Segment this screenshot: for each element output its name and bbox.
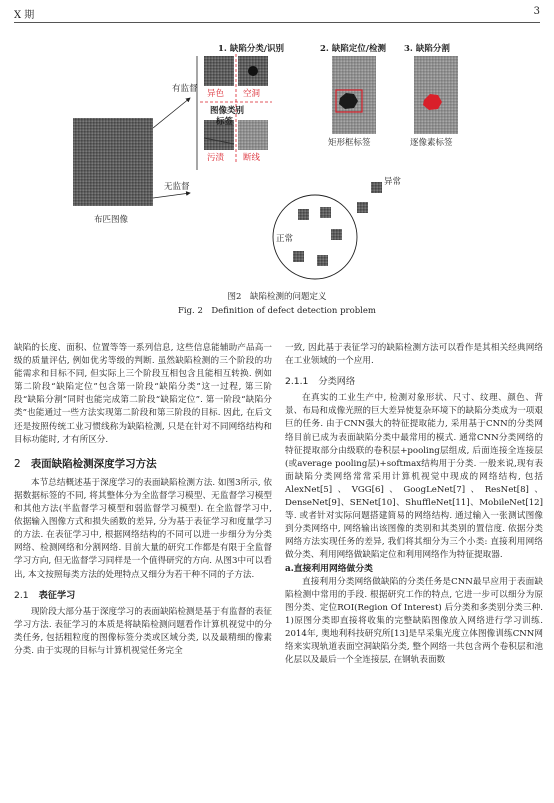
- image-label-caption-line2: 标签: [216, 117, 234, 127]
- grid-cell-abnormal: [204, 56, 234, 86]
- anomaly-label: 异常: [384, 177, 402, 187]
- section-2-1-1-heading: [285, 375, 543, 388]
- right-paragraph-2: 在真实的工业生产中, 检测对象形状、尺寸、纹理、颜色、背景、布局和成像光照的巨大差异使复杂环境下的缺陷分类成为一项艰巨的任务. 由于CNN强大的特征提取能力, 采用基于CNN的分类网络目前已成为表面缺陷分类中最常用的模式. 通常CNN分类网络的特征提取部分由级联的卷积层+pooling层组成, 后面连接全连接层(或average pooling层)+softmax结构用于分类. 一般来说,现有表面缺陷分类网络常常采用计算机视觉中现成的网络结构, 包括AlexNet[5]、VGG[6]、GoogLeNet[7]、ResNet[8]、DenseNet[9]、SENet[10]、ShuffleNet[11]、MobileNet[12] 等. 或者针对实际问题搭建简易的网络结构. 通过输入一张测试图像到分类网络中, 网络输出该图像的类别和其类别的置信度. 依据分类网络方法实现任务的差异, 我们将其细分为三个小类: 直接利用网络做分类、利用网络做缺陷定位和利用网络作为特征提取器.: [285, 393, 543, 561]
- task-classification-title: 1. 缺陷分类/识别: [218, 44, 284, 54]
- hole-defect: [248, 66, 258, 76]
- right-paragraph-3: 直接利用分类网络做缺陷的分类任务是CNN最早应用于表面缺陷检测中常用的手段. 根据研究工作的特点, 它进一步可以细分为原图分类、定位ROI(Region Of Interest) 后分类和多类别分类三种. 1)原图分类即直接将收集的完整缺陷图像放入网络进行学习训练. 2014年, 奥地利科技研究所[13]是早采集光度立体图像训练CNN网络来实现轨道表面空洞缺陷分类, 整个网络一共包含两个卷积层和池化层以及最后一个全连接层, 在钢轨表面数: [285, 576, 543, 666]
- header-page-number: 3: [533, 6, 540, 17]
- left-paragraph-1: 缺陷的长度、面积、位置等等一系列信息, 这些信息能辅助产品高一级的质量评估, 例如优劣等级的判断. 虽然缺陷检测的三个阶段的功能需求和目标不同, 但实际上三个阶段互相包含且能相互转换. 例如第二阶段“缺陷定位”包含第一阶段“缺陷分类”这一过程, 第三阶段“缺陷分割”同时也能完成第二阶段“缺陷定位”. 第一阶段“缺陷分类”也能通过一些方法实现第二阶段和第三阶段的目标. 因此, 在后文还是按照传统工业习惯线称为缺陷检测, 只是在针对不同网络结构和目标功能时, 才有所区分.: [14, 343, 272, 445]
- task-localization-title: 2. 缺陷定位/检测: [320, 44, 386, 54]
- running-header: [14, 6, 540, 20]
- input-image-label: 布匹图像: [94, 215, 129, 225]
- grid-cell-broken: [238, 120, 268, 150]
- figure-caption-en: Fig. 2 Definition of defect detection problem: [178, 306, 376, 316]
- class-label-abnormal: 异色: [207, 89, 225, 99]
- section-2-1-heading: [14, 589, 272, 602]
- supervised-label: 有监督: [172, 84, 198, 94]
- supervised-arrow: [153, 98, 190, 128]
- section-2-1-number: 2.1: [14, 589, 29, 601]
- unsupervised-arrow: [153, 193, 190, 198]
- section-2-number: 2: [14, 457, 21, 470]
- header-issue: X 期: [14, 10, 35, 21]
- pixel-label-caption: 逐像素标签: [410, 138, 453, 148]
- anomaly-sample-1: [371, 182, 382, 193]
- class-label-hole: 空洞: [243, 89, 261, 99]
- image-label-caption-line1: 图像类别: [210, 106, 245, 116]
- section-2-title: 表面缺陷检测深度学习方法: [30, 457, 157, 470]
- subsection-a-heading: a.直接利用网络做分类: [285, 563, 373, 574]
- left-paragraph-2: 本节总结概述基于深度学习的表面缺陷检测方法. 如图3所示, 依据数据标签的不同, 将其整体分为全监督学习模型、无监督学习模型和其他方法(半监督学习模型和弱监督学习模型). 在全监督学习中, 依据输入图像方式和损失函数的差异, 分为基于表征学习和度量学习的方法. 在表征学习中, 根据网络结构的不同可以进一步细分为分类网络、检测网络和分割网络. 目前大量的研究工作都是有限于全监督学习方向, 但无监督学习同样是一个值得研究的方向. 从图3中可以看出, 本文按照每类方法的处理特点又细分为若干种不同的子方法.: [14, 477, 272, 580]
- section-2-heading: [14, 458, 272, 471]
- left-paragraph-3: 现阶段大部分基于深度学习的表面缺陷检测是基于有监督的表征学习方法. 表征学习的本质是将缺陷检测问题看作计算机视觉中的分类任务, 包括粗粒度的图像标签分类或区域分类, 以及最精细的像素分类. 由于实现的目标与计算机视觉任务完全: [14, 606, 272, 656]
- left-column: [14, 342, 272, 658]
- figure-2: [0, 38, 554, 298]
- normal-label: 正常: [276, 234, 294, 244]
- right-column: [285, 342, 543, 667]
- figure-2-graphic: [0, 38, 554, 298]
- section-2-1-title: 表征学习: [38, 589, 76, 601]
- unsupervised-label: 无监督: [164, 182, 190, 192]
- task-segmentation-title: 3. 缺陷分割: [404, 44, 450, 54]
- figure-caption-zh: 图2 缺陷检测的问题定义: [227, 292, 327, 302]
- input-fabric-image: [73, 118, 153, 206]
- section-2-1-1-title: 分类网络: [318, 376, 356, 388]
- class-label-broken: 断线: [243, 153, 261, 163]
- class-label-stain: 污渍: [207, 153, 225, 163]
- section-2-1-1-number: 2.1.1: [285, 376, 309, 388]
- header-rule: [14, 22, 540, 23]
- right-paragraph-1: 一致, 因此基于表征学习的缺陷检测方法可以看作是其相关经典网络在工业领域的一个应用.: [285, 343, 543, 367]
- bbox-label-caption: 矩形框标签: [328, 138, 371, 148]
- anomaly-sample-2: [357, 202, 368, 213]
